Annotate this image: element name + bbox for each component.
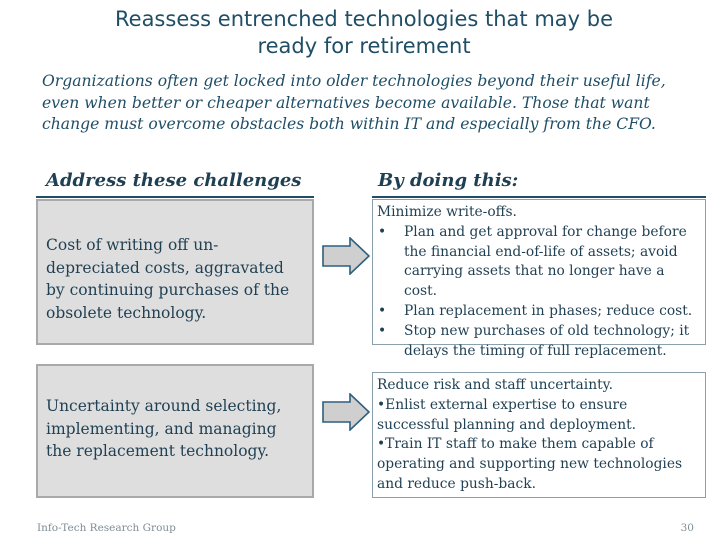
challenge-text-1: Cost of writing off un-depreciated costs, aggravated by continuing purchases of the obsolete technology. bbox=[46, 236, 290, 322]
solution-line: •Enlist external expertise to ensure successful planning and deployment. bbox=[377, 396, 637, 433]
solution-box-2 bbox=[372, 372, 706, 498]
challenge-text-2: Uncertainty around selecting, implementing, and managing the replacement technology. bbox=[46, 397, 282, 460]
page-title bbox=[0, 6, 728, 60]
solution-line: •Train IT staff to make them capable of operating and supporting new technologies and reduce push-back. bbox=[377, 436, 683, 492]
list-item: • Plan and get approval for change before the financial end-of-life of assets; avoid carrying assets that no longer have a cost. bbox=[377, 223, 699, 302]
arrow-right-icon bbox=[322, 237, 370, 275]
solution-lead-2: Reduce risk and staff uncertainty. bbox=[377, 377, 613, 393]
solution-list-1 bbox=[377, 223, 699, 362]
page-number: 30 bbox=[680, 522, 694, 534]
page-title-line-1: Reassess entrenched technologies that may be bbox=[115, 7, 613, 31]
challenge-box-1 bbox=[36, 199, 314, 345]
left-heading-rule bbox=[36, 196, 314, 198]
arrow-right-icon bbox=[322, 393, 370, 431]
intro-paragraph: Organizations often get locked into older technologies beyond their useful life, even when better or cheaper alternatives become available. Those that want change must overcome obstacles both within IT and especially from the CFO. bbox=[42, 72, 666, 133]
right-heading-rule bbox=[372, 196, 706, 198]
solution-lead-1: Minimize write-offs. bbox=[377, 204, 517, 220]
list-item: • Plan replacement in phases; reduce cost. bbox=[377, 302, 699, 322]
footer-org-name: Info-Tech Research Group bbox=[37, 522, 176, 534]
solution-box-1 bbox=[372, 199, 706, 359]
challenge-box-2 bbox=[36, 364, 314, 498]
page-title-line-2: ready for retirement bbox=[257, 34, 471, 58]
list-item: • Stop new purchases of old technology; it delays the timing of full replacement. bbox=[377, 322, 699, 362]
left-column-heading: Address these challenges bbox=[46, 170, 302, 191]
right-column-heading: By doing this: bbox=[378, 170, 519, 191]
